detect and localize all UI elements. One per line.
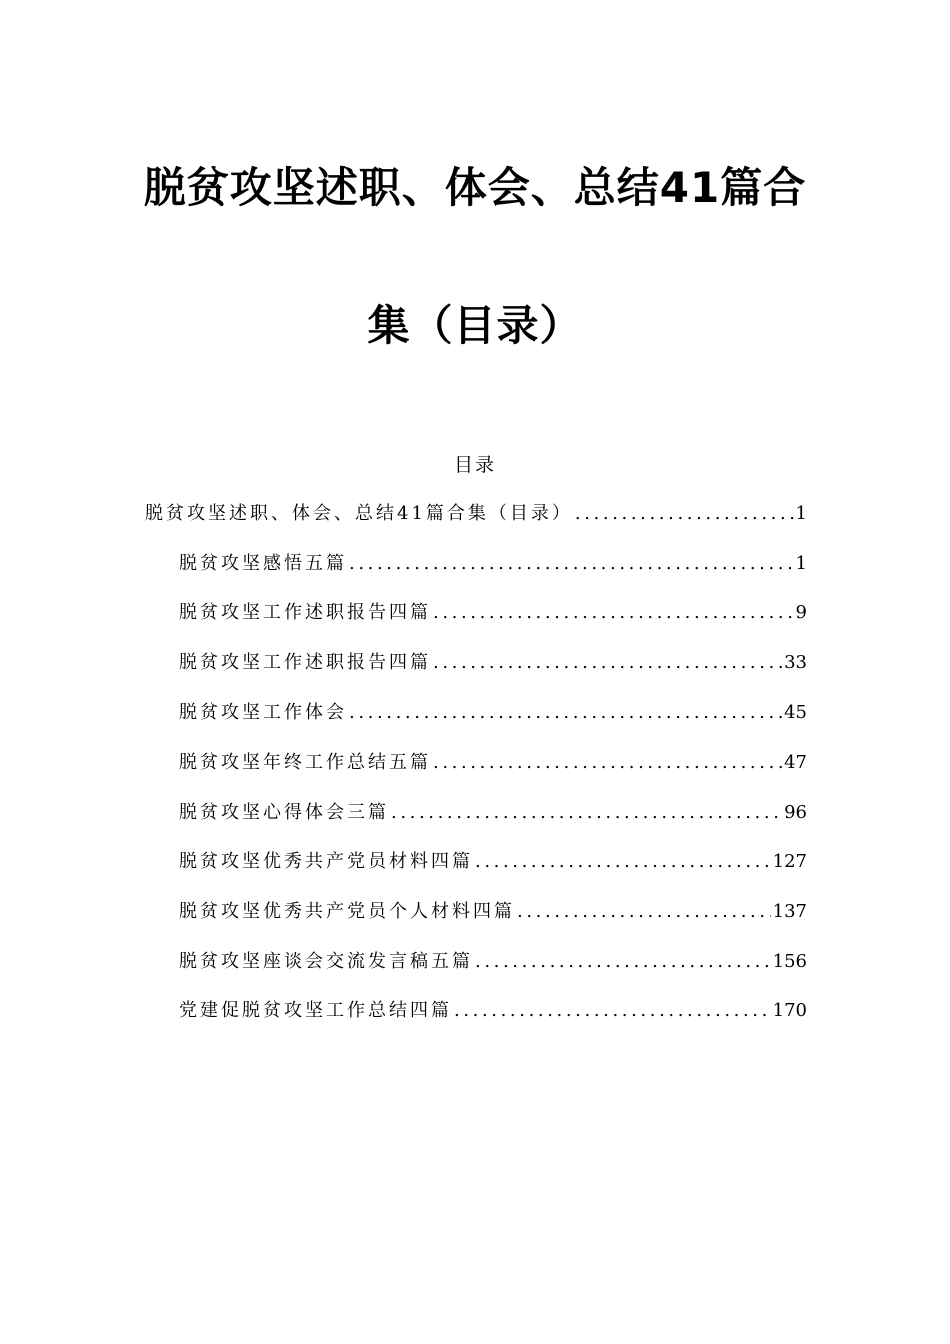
toc-leader-dots xyxy=(475,945,771,979)
toc-leader-dots xyxy=(433,746,782,780)
toc-entry-title: 脱贫攻坚心得体会三篇 xyxy=(179,802,389,823)
toc-entry[interactable] xyxy=(179,796,807,830)
toc-entry-title: 脱贫攻坚工作体会 xyxy=(179,702,347,723)
toc-page-number: 33 xyxy=(784,652,807,673)
toc-leader-dots xyxy=(433,646,782,680)
toc-entry-title: 党建促脱贫攻坚工作总结四篇 xyxy=(179,1000,452,1021)
document-title-line-2: 集（目录） xyxy=(367,301,583,350)
toc-entry[interactable] xyxy=(179,696,807,730)
toc-leader-dots xyxy=(433,596,794,630)
toc-leader-dots xyxy=(454,994,771,1028)
document-title-line-1: 脱贫攻坚述职、体会、总结41篇合 xyxy=(143,163,807,212)
toc-entry[interactable] xyxy=(179,746,807,780)
toc-page-number: 45 xyxy=(784,702,807,723)
toc-page-number: 170 xyxy=(772,1000,807,1021)
toc-entry[interactable] xyxy=(179,994,807,1028)
toc-page-number: 47 xyxy=(784,752,807,773)
toc-leader-dots xyxy=(575,497,794,531)
toc-entry[interactable] xyxy=(179,895,807,929)
toc-entry[interactable] xyxy=(179,596,807,630)
toc-entry[interactable] xyxy=(179,945,807,979)
toc-leader-dots xyxy=(349,547,794,581)
toc-entry[interactable] xyxy=(179,845,807,879)
toc-leader-dots xyxy=(475,845,771,879)
toc-page-number: 1 xyxy=(795,503,807,524)
toc-entry-title: 脱贫攻坚感悟五篇 xyxy=(179,553,347,574)
toc-page-number: 1 xyxy=(795,553,807,574)
toc-page-number: 96 xyxy=(784,802,807,823)
toc-entry-title: 脱贫攻坚工作述职报告四篇 xyxy=(179,602,431,623)
toc-entry-title: 脱贫攻坚述职、体会、总结41篇合集（目录） xyxy=(145,503,573,524)
toc-leader-dots xyxy=(517,895,771,929)
toc-entry-title: 脱贫攻坚优秀共产党员材料四篇 xyxy=(179,851,473,872)
toc-page-number: 127 xyxy=(772,851,807,872)
toc-heading: 目录 xyxy=(453,454,496,476)
toc-entry-title: 脱贫攻坚工作述职报告四篇 xyxy=(179,652,431,673)
toc-page-number: 137 xyxy=(772,901,807,922)
toc-entry-title: 脱贫攻坚优秀共产党员个人材料四篇 xyxy=(179,901,515,922)
toc-leader-dots xyxy=(349,696,782,730)
toc-entry-title: 脱贫攻坚年终工作总结五篇 xyxy=(179,752,431,773)
toc-entry[interactable] xyxy=(179,646,807,680)
toc-entry[interactable] xyxy=(145,497,807,531)
toc-page-number: 9 xyxy=(795,602,807,623)
toc-leader-dots xyxy=(391,796,782,830)
toc-entry-title: 脱贫攻坚座谈会交流发言稿五篇 xyxy=(179,951,473,972)
toc-page-number: 156 xyxy=(772,951,807,972)
toc-entry[interactable] xyxy=(179,547,807,581)
